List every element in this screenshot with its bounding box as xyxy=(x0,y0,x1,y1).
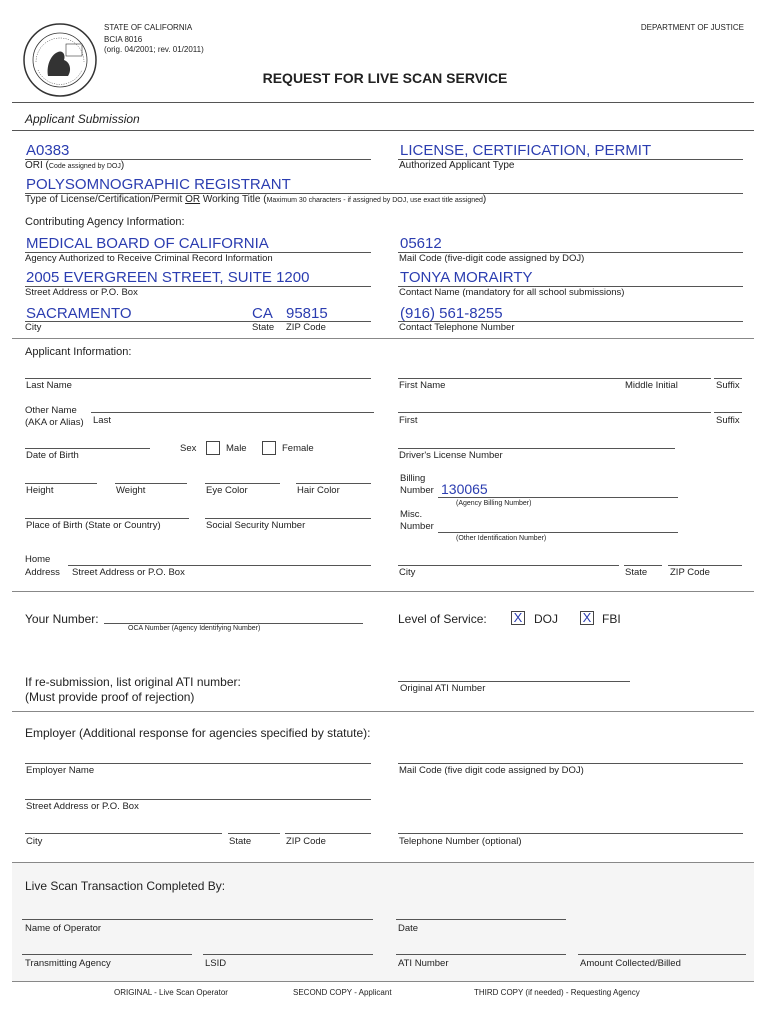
weight-label: Weight xyxy=(116,485,146,496)
mail-code-label: Mail Code (five-digit code assigned by DOJ) xyxy=(399,253,585,264)
employer-zip-label: ZIP Code xyxy=(286,836,326,847)
aka-label: (AKA or Alias) xyxy=(25,417,84,428)
contact-name-value[interactable]: TONYA MORAIRTY xyxy=(400,269,533,286)
working-title-value[interactable]: POLYSOMNOGRAPHIC REGISTRANT xyxy=(26,176,291,193)
state-seal xyxy=(22,22,98,98)
home-zip-label: ZIP Code xyxy=(670,567,710,578)
sex-label: Sex xyxy=(180,443,197,454)
male-label: Male xyxy=(226,443,247,454)
level-of-service-label: Level of Service: xyxy=(398,612,487,626)
fbi-checkbox[interactable]: X xyxy=(580,611,594,625)
agency-label: Agency Authorized to Receive Criminal Record Information xyxy=(25,253,273,264)
applicant-type-label: Authorized Applicant Type xyxy=(399,160,515,171)
agency-street-label: Street Address or P.O. Box xyxy=(25,287,138,298)
employer-phone-label: Telephone Number (optional) xyxy=(399,836,522,847)
contributing-heading: Contributing Agency Information: xyxy=(25,216,185,228)
doj-label: DOJ xyxy=(534,612,558,626)
contact-phone-label: Contact Telephone Number xyxy=(399,322,515,333)
agency-street-value[interactable]: 2005 EVERGREEN STREET, SUITE 1200 xyxy=(26,269,310,286)
ori-value[interactable]: A0383 xyxy=(26,142,70,159)
height-label: Height xyxy=(26,485,54,496)
mail-code-value[interactable]: 05612 xyxy=(400,235,442,252)
aka-suffix-label: Suffix xyxy=(716,415,740,426)
agency-zip-value[interactable]: 95815 xyxy=(286,305,328,322)
resubmission-line-2: (Must provide proof of rejection) xyxy=(25,690,195,704)
ati-number-label: ATI Number xyxy=(398,958,449,969)
footer-second: SECOND COPY - Applicant xyxy=(293,988,392,997)
male-checkbox[interactable] xyxy=(206,441,220,455)
billing-label-1: Billing xyxy=(400,473,426,484)
billing-number-value[interactable]: 130065 xyxy=(441,481,488,497)
ori-label: ORI (Code assigned by DOJ) xyxy=(25,160,125,171)
employer-street-label: Street Address or P.O. Box xyxy=(26,801,139,812)
other-name-label: Other Name xyxy=(25,405,77,416)
transmitting-agency-label: Transmitting Agency xyxy=(25,958,111,969)
drivers-license-label: Driver's License Number xyxy=(399,450,503,461)
applicant-heading: Applicant Information: xyxy=(25,346,132,358)
billing-label-2: Number xyxy=(400,485,434,496)
form-id: BCIA 8016 xyxy=(104,35,143,44)
home-label-1: Home xyxy=(25,554,51,565)
contact-name-label: Contact Name (mandatory for all school submissions) xyxy=(399,287,625,298)
misc-label-1: Misc. xyxy=(400,509,423,520)
first-name-label: First Name xyxy=(399,380,446,391)
lsid-label: LSID xyxy=(205,958,227,969)
dob-label: Date of Birth xyxy=(26,450,79,461)
original-ati-label: Original ATI Number xyxy=(400,683,486,694)
amount-label: Amount Collected/Billed xyxy=(580,958,681,969)
agency-zip-label: ZIP Code xyxy=(286,322,326,333)
employer-heading: Employer (Additional response for agencies specified by statute): xyxy=(25,726,371,740)
your-number-label: Your Number: xyxy=(25,612,99,626)
employer-state-label: State xyxy=(229,836,252,847)
agency-value[interactable]: MEDICAL BOARD OF CALIFORNIA xyxy=(26,235,269,252)
last-name-label: Last Name xyxy=(26,380,72,391)
agency-city-value[interactable]: SACRAMENTO xyxy=(26,305,132,322)
applicant-type-value[interactable]: LICENSE, CERTIFICATION, PERMIT xyxy=(400,142,652,159)
home-label-2: Address xyxy=(25,567,60,578)
agency-city-label: City xyxy=(25,322,42,333)
transaction-heading: Live Scan Transaction Completed By: xyxy=(25,879,226,893)
ssn-label: Social Security Number xyxy=(206,520,306,531)
contact-phone-value[interactable]: (916) 561-8255 xyxy=(400,305,503,322)
middle-initial-label: Middle Initial xyxy=(625,380,678,391)
home-city-label: City xyxy=(399,567,416,578)
fbi-label: FBI xyxy=(602,612,621,626)
place-of-birth-label: Place of Birth (State or Country) xyxy=(26,520,161,531)
working-title-label: Type of License/Certification/Permit OR Working Title (Maximum 30 characters - if assigned by DOJ, use exact title assigned) xyxy=(25,194,487,205)
misc-note: (Other Identification Number) xyxy=(456,535,547,542)
oca-note: OCA Number (Agency Identifying Number) xyxy=(128,625,261,632)
billing-note: (Agency Billing Number) xyxy=(456,500,532,507)
date-label: Date xyxy=(398,923,419,934)
employer-mail-code-label: Mail Code (five digit code assigned by DOJ) xyxy=(399,765,584,776)
aka-last-label: Last xyxy=(93,415,111,426)
misc-label-2: Number xyxy=(400,521,434,532)
footer-original: ORIGINAL - Live Scan Operator xyxy=(114,988,228,997)
female-checkbox[interactable] xyxy=(262,441,276,455)
suffix-label: Suffix xyxy=(716,380,740,391)
hair-color-label: Hair Color xyxy=(297,485,340,496)
employer-name-label: Employer Name xyxy=(26,765,95,776)
home-state-label: State xyxy=(625,567,648,578)
female-label: Female xyxy=(282,443,314,454)
operator-label: Name of Operator xyxy=(25,923,102,934)
agency-state-label: State xyxy=(252,322,275,333)
form-revision: (orig. 04/2001; rev. 01/2011) xyxy=(104,45,204,54)
header-state: STATE OF CALIFORNIA xyxy=(104,23,193,32)
applicant-submission-heading: Applicant Submission xyxy=(25,112,140,126)
agency-state-value[interactable]: CA xyxy=(252,305,273,322)
resubmission-line-1: If re-submission, list original ATI number: xyxy=(25,675,241,689)
aka-first-label: First xyxy=(399,415,418,426)
footer-third: THIRD COPY (if needed) - Requesting Agency xyxy=(474,988,640,997)
header-department: DEPARTMENT OF JUSTICE xyxy=(640,23,744,32)
employer-city-label: City xyxy=(26,836,43,847)
home-street-label: Street Address or P.O. Box xyxy=(72,567,185,578)
eye-color-label: Eye Color xyxy=(206,485,248,496)
form-title: REQUEST FOR LIVE SCAN SERVICE xyxy=(262,70,508,86)
doj-checkbox[interactable]: X xyxy=(511,611,525,625)
